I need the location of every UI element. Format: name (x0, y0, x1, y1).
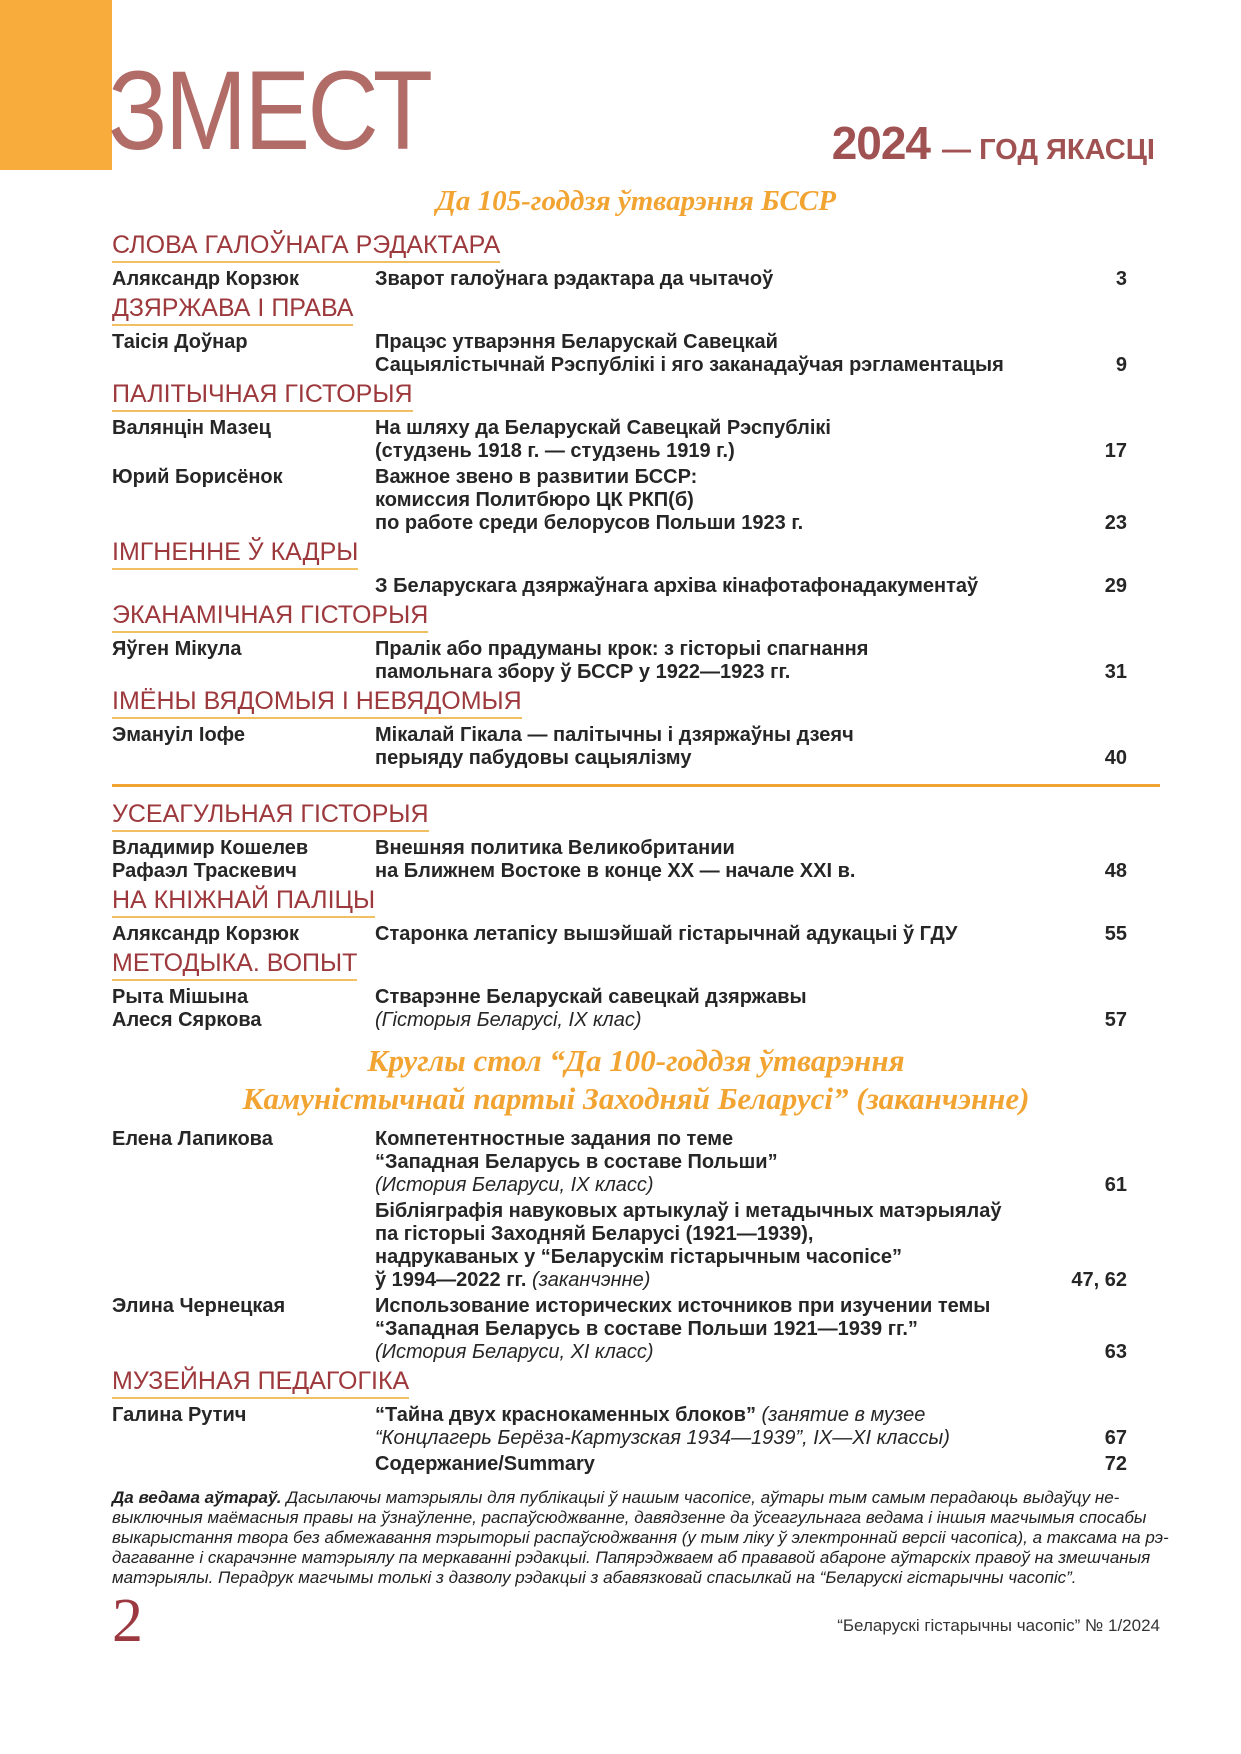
toc-row (112, 1427, 1160, 1450)
page-number (1065, 837, 1160, 860)
article-title-line (375, 1453, 1065, 1476)
text-segment: Содержание/Summary (375, 1453, 595, 1475)
article-title-line (375, 661, 1065, 684)
toc-row (112, 747, 1160, 770)
author-name: Рыта Мішына (112, 986, 249, 1008)
authors-notice (112, 1488, 1169, 1588)
section-heading (112, 887, 1160, 918)
toc-row (112, 1009, 1160, 1032)
article-title-line (375, 638, 1065, 661)
page-number (1065, 1246, 1160, 1269)
article-title-line (375, 575, 1065, 598)
article-title-line (375, 1295, 1065, 1318)
page-number (1065, 1128, 1160, 1151)
text-segment: На шляху да Беларускай Савецкай Рэспублікі (375, 417, 831, 439)
text-segment: памольнага збору ў БССР у 1922—1923 гг. (375, 661, 791, 683)
text-segment: Использование исторических источников при изучении темы (375, 1295, 991, 1317)
toc-row (112, 440, 1160, 463)
toc-part1 (112, 232, 1160, 770)
toc-row (112, 860, 1160, 883)
toc-row (112, 354, 1160, 377)
author-name (112, 747, 375, 770)
text-segment: Сацыялістычнай Рэспублікі і яго заканадаўчая рэгламентацыя (375, 354, 1004, 376)
page-number: 29 (1104, 575, 1127, 597)
round-table-line1: Круглы стол “Да 100-годдзя ўтварэння (367, 1043, 905, 1078)
text-segment: Бібліяграфія навуковых артыкулаў і метадычных матэрыялаў (375, 1200, 1002, 1222)
article-title-line (375, 440, 1065, 463)
toc-row (112, 661, 1160, 684)
text-segment: комиссия Политбюро ЦК РКП(б) (375, 489, 694, 511)
page-footer (112, 1587, 1160, 1655)
text-segment: З Беларускага дзяржаўнага архіва кінафотафонадакументаў (375, 575, 979, 597)
toc-row (112, 1151, 1160, 1174)
text-segment: Внешняя политика Великобритании (375, 837, 735, 859)
page-number: 31 (1104, 661, 1127, 683)
author-name: Владимир Кошелев (112, 837, 309, 859)
author-name: Таісія Доўнар (112, 331, 248, 353)
toc-entry (112, 923, 1160, 946)
author-name: Алеся Сяркова (112, 1009, 262, 1031)
author-name (112, 354, 375, 377)
year-slogan-text: — ГОД ЯКАСЦІ (942, 134, 1155, 166)
author-name: Галина Рутич (112, 1404, 247, 1426)
text-segment: матэрыялы. Перадрук магчымы толькі з дазволу рэдакцыі з абавязковай спасылкай на “Беларускі гістарычны часопіс”. (112, 1568, 1077, 1587)
text-segment: дагаванне і скарачэнне матэрыялу па меркаванні рэдакцыі. Папярэджваем аб прававой абароне аўтарскіх правоў на змешчаныя (112, 1548, 1151, 1567)
section-heading (112, 232, 1160, 263)
article-title-line (375, 489, 1065, 512)
section-heading-label: ДЗЯРЖАВА І ПРАВА (112, 295, 353, 326)
article-title-line (375, 1269, 1065, 1292)
page-number: 23 (1104, 512, 1127, 534)
page-number (1065, 331, 1160, 354)
article-title-line (375, 724, 1065, 747)
article-title-line (375, 986, 1065, 1009)
author-name (112, 1174, 375, 1197)
author-name: Валянцін Мазец (112, 417, 271, 439)
year-slogan (832, 116, 1155, 170)
page-number: 9 (1115, 354, 1127, 376)
text-segment: ў 1994—2022 гг. (375, 1269, 532, 1291)
author-name (112, 1453, 375, 1476)
toc-row (112, 331, 1160, 354)
section-heading (112, 381, 1160, 412)
toc-row (112, 1453, 1160, 1476)
article-title-line (375, 1200, 1065, 1223)
author-name (112, 440, 375, 463)
text-segment: па гісторыі Заходняй Беларусі (1921—1939), (375, 1223, 814, 1245)
article-title-line (375, 1151, 1065, 1174)
round-table-line2: Камуністычнай партыі Заходняй Беларусі” (заканчэнне) (242, 1081, 1030, 1116)
toc-row (112, 1200, 1160, 1223)
article-title-line (375, 268, 1065, 291)
page-number (1065, 724, 1160, 747)
section-heading-label: УСЕАГУЛЬНАЯ ГІСТОРЫЯ (112, 801, 429, 832)
text-segment: выкарыстання твора без абмежавання тэрыторыі распаўсюджвання (у тым ліку ў электроннай версіі часопіса), а таксама на рэ- (112, 1528, 1169, 1547)
toc-entry (112, 986, 1160, 1032)
page-number: 48 (1104, 860, 1127, 882)
page-number: 57 (1104, 1009, 1127, 1031)
toc-row (112, 1295, 1160, 1318)
toc-row (112, 986, 1160, 1009)
page-number: 3 (1115, 268, 1127, 290)
notice-line (112, 1568, 1160, 1588)
toc-entry (112, 1128, 1160, 1197)
text-segment: (занятие в музее (761, 1404, 926, 1426)
toc-entry (112, 466, 1160, 535)
text-segment: Працэс утварэння Беларускай Савецкай (375, 331, 778, 353)
page-number: 67 (1104, 1427, 1127, 1449)
text-segment: Старонка летапісу вышэйшай гістарычнай адукацыі ў ГДУ (375, 923, 958, 945)
text-segment: “Концлагерь Берёза-Картузская 1934—1939”, IX—XI классы) (375, 1427, 950, 1449)
toc-entry (112, 268, 1160, 291)
toc-row (112, 268, 1160, 291)
section-heading-label: ІМЁНЫ ВЯДОМЫЯ І НЕВЯДОМЫЯ (112, 688, 522, 719)
toc-row (112, 489, 1160, 512)
page-number (1065, 638, 1160, 661)
article-title-line (375, 837, 1065, 860)
journal-reference: “Беларускі гістарычны часопіс” № 1/2024 (837, 1616, 1160, 1635)
author-name (112, 489, 375, 512)
toc-entry (112, 331, 1160, 377)
article-title-line (375, 512, 1065, 535)
page-number: 17 (1104, 440, 1127, 462)
text-segment: “Тайна двух краснокаменных блоков” (375, 1404, 762, 1426)
author-name: Рафаэл Траскевич (112, 860, 297, 882)
section-heading (112, 295, 1160, 326)
section-heading-label: СЛОВА ГАЛОЎНАГА РЭДАКТАРА (112, 232, 500, 263)
author-name: Эмануіл Іофе (112, 724, 246, 746)
theme-heading-bssr: Да 105-годдзя ўтварэння БССР (436, 185, 836, 217)
article-title-line (375, 1427, 1065, 1450)
page-number: 72 (1104, 1453, 1127, 1475)
author-name (112, 512, 375, 535)
toc-row (112, 417, 1160, 440)
section-heading (112, 801, 1160, 832)
text-segment: выключныя маёмасныя правы на ўзнаўленне, распаўсюджванне, давядзенне да ўсеагульнага ведама і іншыя магчымыя спосабы (112, 1508, 1147, 1527)
author-name (112, 1151, 375, 1174)
toc-entry (112, 1404, 1160, 1450)
page-number (1065, 417, 1160, 440)
page-number (1065, 1223, 1160, 1246)
text-segment: Важное звено в развитии БССР: (375, 466, 698, 488)
author-name: Элина Чернецкая (112, 1295, 286, 1317)
section-heading-label: НА КНІЖНАЙ ПАЛІЦЫ (112, 887, 375, 918)
masthead-color-block (0, 0, 112, 170)
author-name: Елена Лапикова (112, 1128, 273, 1150)
page-number (1065, 1404, 1160, 1427)
text-segment: Да ведама аўтараў. (112, 1488, 287, 1507)
article-title-line (375, 1318, 1065, 1341)
author-name (112, 1223, 375, 1246)
author-name: Аляксандр Корзюк (112, 923, 300, 945)
toc-part2b (112, 1128, 1160, 1476)
text-segment: Дасылаючы матэрыялы для публікацыі ў нашым часопісе, аўтары тым самым перадаюць выдаўцу не- (286, 1488, 1120, 1507)
article-title-line (375, 417, 1065, 440)
toc-row (112, 1341, 1160, 1364)
section-heading (112, 539, 1160, 570)
author-name (112, 1269, 375, 1292)
text-segment: на Ближнем Востоке в конце XX — начале XXI в. (375, 860, 856, 882)
toc-row (112, 1318, 1160, 1341)
toc-entry (112, 837, 1160, 883)
article-title-line (375, 466, 1065, 489)
section-heading (112, 950, 1160, 981)
text-segment: (студзень 1918 г. — студзень 1919 г.) (375, 440, 735, 462)
toc-row (112, 466, 1160, 489)
article-title-line (375, 1009, 1065, 1032)
page-number (1065, 489, 1160, 512)
text-segment: (Гісторыя Беларусі, IX клас) (375, 1009, 642, 1031)
article-title-line (375, 923, 1065, 946)
section-heading-label: ЭКАНАМІЧНАЯ ГІСТОРЫЯ (112, 602, 428, 633)
toc-row (112, 1223, 1160, 1246)
page-title: ЗМЕСТ (108, 48, 431, 173)
page-number (1065, 466, 1160, 489)
toc-row (112, 1269, 1160, 1292)
text-segment: (заканчэнне) (532, 1269, 651, 1291)
article-title-line (375, 747, 1065, 770)
article-title-line (375, 1174, 1065, 1197)
author-name (112, 1341, 375, 1364)
page-number: 63 (1104, 1341, 1127, 1363)
page-number: 55 (1104, 923, 1127, 945)
toc-row (112, 1174, 1160, 1197)
author-name: Яўген Мікула (112, 638, 242, 660)
text-segment: Зварот галоўнага рэдактара да чытачоў (375, 268, 774, 290)
text-segment: Пралік або прадуманы крок: з гісторыі спагнання (375, 638, 869, 660)
page-number (1065, 1200, 1160, 1223)
author-name: Аляксандр Корзюк (112, 268, 300, 290)
toc-row (112, 512, 1160, 535)
toc-row (112, 837, 1160, 860)
section-heading-label: МУЗЕЙНАЯ ПЕДАГОГІКА (112, 1368, 409, 1399)
section-heading-label: ПАЛІТЫЧНАЯ ГІСТОРЫЯ (112, 381, 413, 412)
article-title-line (375, 1246, 1065, 1269)
author-name (112, 1246, 375, 1269)
toc-entry (112, 417, 1160, 463)
section-divider (112, 784, 1160, 787)
toc-entry (112, 575, 1160, 598)
article-title-line (375, 1404, 1065, 1427)
section-heading (112, 688, 1160, 719)
text-segment: Стварэнне Беларускай савецкай дзяржавы (375, 986, 807, 1008)
page-number (1065, 986, 1160, 1009)
section-heading (112, 1368, 1160, 1399)
notice-line (112, 1508, 1160, 1528)
toc-row (112, 575, 1160, 598)
author-name (112, 1427, 375, 1450)
article-title-line (375, 1223, 1065, 1246)
toc-entry (112, 1453, 1160, 1476)
notice-line (112, 1548, 1160, 1568)
author-name (112, 1318, 375, 1341)
text-segment: “Западная Беларусь в составе Польши” (375, 1151, 778, 1173)
toc-row (112, 1128, 1160, 1151)
toc-row (112, 923, 1160, 946)
text-segment: перыяду пабудовы сацыялізму (375, 747, 692, 769)
toc-entry (112, 638, 1160, 684)
section-heading-label: ІМГНЕННЕ Ў КАДРЫ (112, 539, 358, 570)
text-segment: надрукаваных у “Беларускім гістарычным часопісе” (375, 1246, 903, 1268)
author-name (112, 661, 375, 684)
article-title-line (375, 331, 1065, 354)
page-number: 61 (1104, 1174, 1127, 1196)
author-name (112, 1200, 375, 1223)
article-title-line (375, 1341, 1065, 1364)
notice-line (112, 1488, 1160, 1508)
toc-row (112, 1246, 1160, 1269)
toc-part2a (112, 801, 1160, 1032)
text-segment: по работе среди белорусов Польши 1923 г. (375, 512, 804, 534)
toc-entry (112, 1200, 1160, 1292)
toc-row (112, 638, 1160, 661)
page-number (1065, 1318, 1160, 1341)
text-segment: Мікалай Гікала — палітычны і дзяржаўны дзеяч (375, 724, 854, 746)
author-name: Юрий Борисёнок (112, 466, 283, 488)
article-title-line (375, 1128, 1065, 1151)
text-segment: (История Беларуси, XI класс) (375, 1341, 654, 1363)
toc-content (112, 180, 1169, 1655)
text-segment: (История Беларуси, IX класс) (375, 1174, 654, 1196)
toc-row (112, 724, 1160, 747)
author-name (112, 575, 375, 598)
page-number: 47, 62 (1071, 1269, 1127, 1291)
text-segment: Компетентностные задания по теме (375, 1128, 734, 1150)
article-title-line (375, 354, 1065, 377)
toc-entry (112, 724, 1160, 770)
year-label: 2024 (831, 117, 931, 169)
toc-row (112, 1404, 1160, 1427)
page-number (1065, 1151, 1160, 1174)
toc-entry (112, 1295, 1160, 1364)
theme-heading-round-table (112, 1042, 1160, 1118)
notice-line (112, 1528, 1169, 1548)
page-number (1065, 1295, 1160, 1318)
page-number: 40 (1104, 747, 1127, 769)
article-title-line (375, 860, 1065, 883)
section-heading (112, 602, 1160, 633)
section-heading-label: МЕТОДЫКА. ВОПЫТ (112, 950, 357, 981)
folio-page-number: 2 (112, 1587, 143, 1655)
text-segment: “Западная Беларусь в составе Польши 1921—1939 гг.” (375, 1318, 918, 1340)
